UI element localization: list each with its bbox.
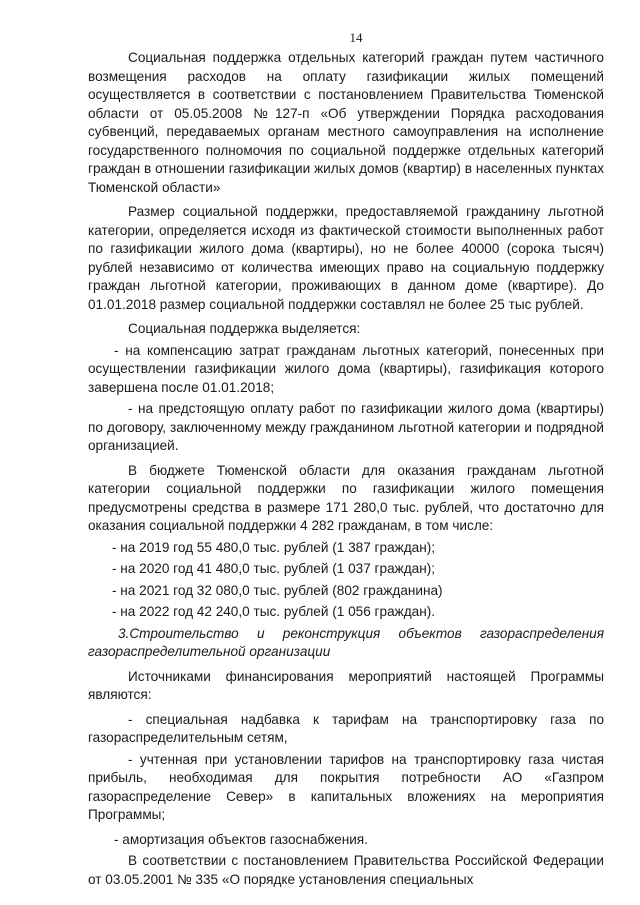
list-item-compensation: - на компенсацию затрат гражданам льготных категорий, понесенных при осуществлении газификации жилого дома (квартиры), газификация которого завершена после 01.01.2018; [88,342,604,395]
paragraph-budget: В бюджете Тюменской области для оказания гражданам льготной категории социальной поддержки по газификации жилого помещения предусмотрены средства в размере 171 280,0 тыс. рублей, что достаточно для оказания социальной поддержки 4 282 гражданам, в том числе: [88,462,604,533]
list-item-upcoming-payment: - на предстоящую оплату работ по газификации жилого дома (квартиры) по договору, заключенному между гражданином льготной категории и подрядной организацией. [88,401,604,453]
list-item-year-2021: - на 2021 год 32 080,0 тыс. рублей (802 гражданина) [112,582,443,598]
paragraph-funding-sources: Источниками финансирования мероприятий настоящей Программы являются: [88,668,604,702]
list-item-year-2020: - на 2020 год 41 480,0 тыс. рублей (1 037 граждан); [112,561,436,576]
page-number: 14 [349,30,363,45]
paragraph-government-decree: В соответствии с постановлением Правительства Российской Федерации от 03.05.2001 № 335 «О порядке установления специальных [88,853,604,887]
paragraph-support-amount: Размер социальной поддержки, предоставляемой гражданину льготной категории, определяется исходя из фактической стоимости выполненных работ по газификации жилого дома (квартиры), но не более 40000 (сорока тысяч) рублей независимо от количества имеющих право на социальную поддержку граждан льготной категории, проживающих в данном доме (квартире). До 01.01.2018 размер социальной поддержки составлял не более 25 тыс рублей. [88,204,604,312]
list-item-special-surcharge: - специальная надбавка к тарифам на транспортировку газа по газораспределительным сетям, [88,711,604,745]
list-item-year-2019: - на 2019 год 55 480,0 тыс. рублей (1 387 граждан); [112,539,436,555]
section-title: 3.Строительство и реконструкция объектов газораспределения газораспределительной организации [88,625,604,659]
paragraph-support-allocated: Социальная поддержка выделяется: [128,321,361,336]
list-item-depreciation: - амортизация объектов газоснабжения. [114,831,368,847]
list-item-net-profit: - учтенная при установлении тарифов на транспортировку газа чистая прибыль, необходимая для покрытия потребности АО «Газпром газораспределение Север» в капитальных вложениях на мероприятия Программы; [88,751,604,822]
paragraph-social-support-basis: Социальная поддержка отдельных категорий граждан путем частичного возмещения расходов на оплату газификации жилых помещений осуществляется в соответствии с постановлением Правительства Тюменской области от 05.05.2008 №127-п «Об утверждении Порядка расходования субвенций, передаваемых органам местного самоуправления на исполнение государственного полномочия по социальной поддержке отдельных категорий граждан в отношении газификации жилых домов (квартир) в населенных пунктах Тюменской области» [88,50,604,195]
list-item-year-2022: - на 2022 год 42 240,0 тыс. рублей (1 056 граждан). [112,604,436,619]
